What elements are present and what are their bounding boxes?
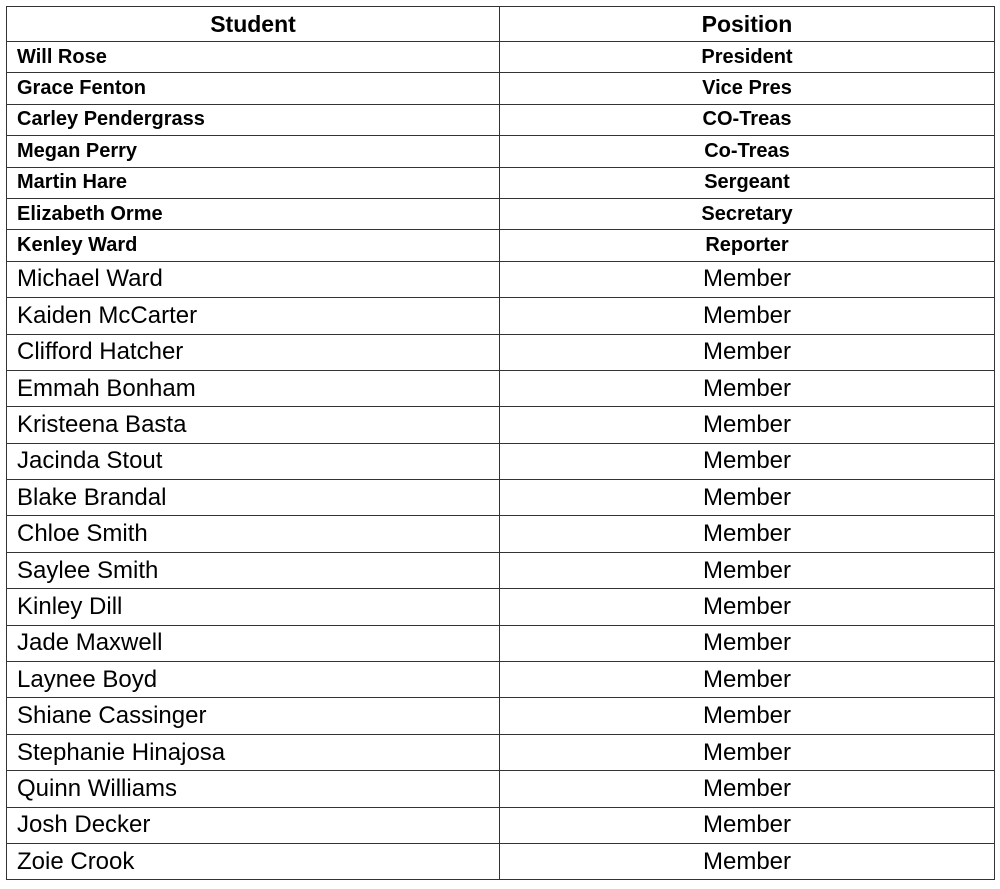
student-name: Jacinda Stout [7, 443, 500, 479]
table-row [7, 104, 995, 135]
student-position: Member [500, 261, 995, 297]
student-position: Member [500, 334, 995, 370]
table-row [7, 261, 995, 297]
student-name: Shiane Cassinger [7, 698, 500, 734]
table-row [7, 370, 995, 406]
table-row [7, 843, 995, 879]
student-position: Secretary [500, 198, 995, 229]
student-name: Saylee Smith [7, 552, 500, 588]
student-column-header: Student [7, 7, 500, 42]
header-row [7, 7, 995, 42]
table-row [7, 298, 995, 334]
student-name: Kinley Dill [7, 589, 500, 625]
table-row [7, 230, 995, 261]
student-name: Carley Pendergrass [7, 104, 500, 135]
student-name: Elizabeth Orme [7, 198, 500, 229]
student-name: Will Rose [7, 42, 500, 73]
student-name: Grace Fenton [7, 73, 500, 104]
student-position: Member [500, 516, 995, 552]
student-name: Emmah Bonham [7, 370, 500, 406]
student-position: Member [500, 843, 995, 879]
student-position: Member [500, 698, 995, 734]
table-row [7, 589, 995, 625]
student-name: Blake Brandal [7, 480, 500, 516]
student-position: Member [500, 370, 995, 406]
student-name: Jade Maxwell [7, 625, 500, 661]
student-position: President [500, 42, 995, 73]
student-position: Member [500, 734, 995, 770]
table-row [7, 167, 995, 198]
table-row [7, 625, 995, 661]
student-position: Member [500, 407, 995, 443]
roster-table [6, 6, 995, 880]
student-position: Member [500, 480, 995, 516]
table-row [7, 198, 995, 229]
student-position: Reporter [500, 230, 995, 261]
student-position: Member [500, 662, 995, 698]
student-name: Clifford Hatcher [7, 334, 500, 370]
table-row [7, 807, 995, 843]
table-row [7, 42, 995, 73]
table-row [7, 407, 995, 443]
table-row [7, 334, 995, 370]
table-row [7, 480, 995, 516]
table-row [7, 662, 995, 698]
student-position: Member [500, 771, 995, 807]
student-position: Sergeant [500, 167, 995, 198]
student-name: Laynee Boyd [7, 662, 500, 698]
student-position: Member [500, 625, 995, 661]
table-row [7, 516, 995, 552]
student-position: Member [500, 298, 995, 334]
student-position: Member [500, 443, 995, 479]
table-row [7, 73, 995, 104]
table-row [7, 734, 995, 770]
student-position: CO-Treas [500, 104, 995, 135]
position-column-header: Position [500, 7, 995, 42]
student-name: Michael Ward [7, 261, 500, 297]
table-row [7, 136, 995, 167]
student-name: Zoie Crook [7, 843, 500, 879]
student-position: Member [500, 807, 995, 843]
table-row [7, 443, 995, 479]
student-name: Kenley Ward [7, 230, 500, 261]
student-position: Member [500, 589, 995, 625]
student-position: Member [500, 552, 995, 588]
student-name: Martin Hare [7, 167, 500, 198]
student-position: Vice Pres [500, 73, 995, 104]
student-name: Quinn Williams [7, 771, 500, 807]
table-row [7, 698, 995, 734]
student-name: Stephanie Hinajosa [7, 734, 500, 770]
student-name: Kristeena Basta [7, 407, 500, 443]
student-name: Kaiden McCarter [7, 298, 500, 334]
student-name: Josh Decker [7, 807, 500, 843]
student-name: Chloe Smith [7, 516, 500, 552]
table-row [7, 552, 995, 588]
table-row [7, 771, 995, 807]
student-position: Co-Treas [500, 136, 995, 167]
student-name: Megan Perry [7, 136, 500, 167]
